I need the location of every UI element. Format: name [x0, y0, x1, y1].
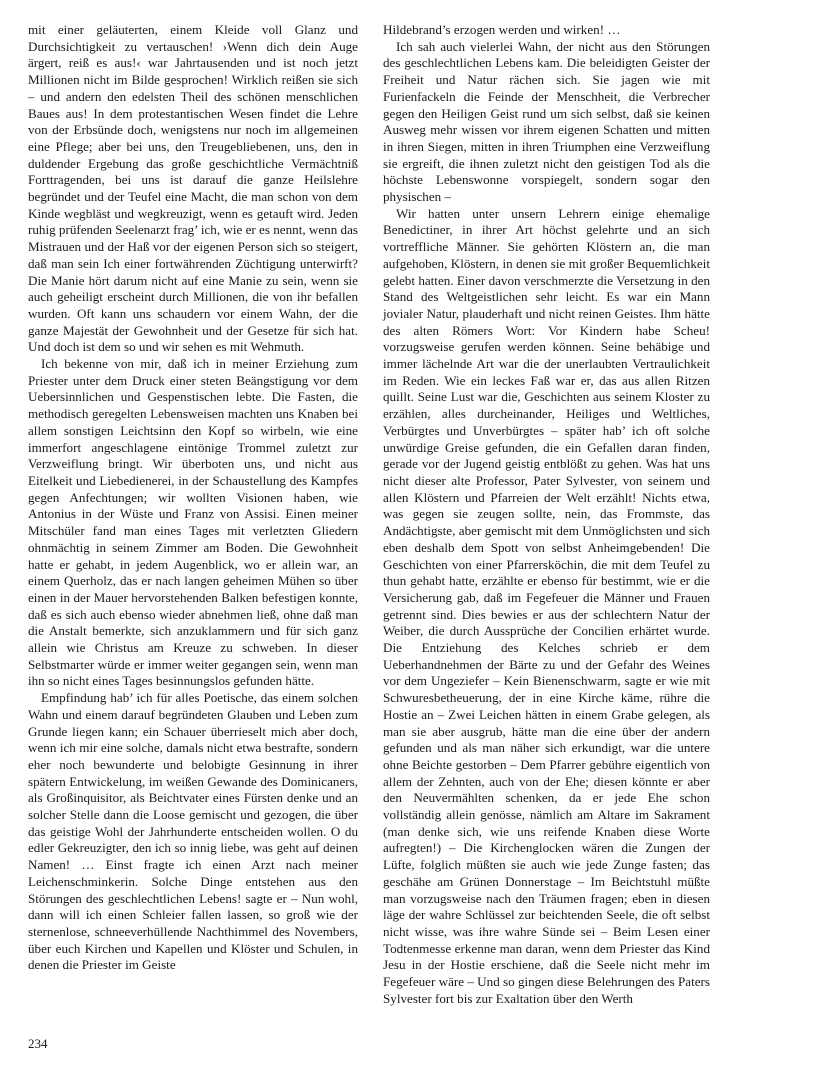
paragraph: mit einer geläuterten, einem Kleide voll Glanz und Durchsichtigkeit zu vertauschen! ›Wenn dich dein Auge ärgert, reiß es aus!‹ war Jahrtausenden und ist noch jetzt Millionen nicht im Bilde gesprochen! Wirklich reißen sie sich – und andern den edelsten Theil des schönen menschlichen Baues aus! In dem protestantischen Wesen findet die Lehre von der Erbsünde doch, wenigstens nur noch im allgemeinen eine Pflege; aber bei uns, den Treugebliebenen, uns, den in duldender Ergebung das große geschichtliche Vermächtniß Forttragenden, bei uns ist darauf die ganze Heilslehre begründet und der Teufel eine Macht, die man schon von dem Kinde wegbläst und wegkreuzigt, wenn es getauft wird. Jeden ruhig prüfenden Seelenarzt frag’ ich, wie er es nennt, wenn das Mistrauen und der Haß vor der eigenen Person sich so steigert, daß man sein Ich einer fortwährenden Züchtigung unterwirft? Die Manie hört darum nicht auf eine Manie zu sein, wenn sie auch geheiligt erscheint durch Millionen, die von ihr befallen wurden. Oft kann uns schaudern vor einem Wahn, der die ganze Majestät der Gewohnheit und der Gesetze für sich hat. Und doch ist dem so und wir sehen es mit Wehmuth.	[28, 22, 358, 355]
paragraph: Wir hatten unter unsern Lehrern einige ehemalige Benedictiner, in ihrer Art höchst gelehrte und an sich vortreffliche Männer. Sie gehörten Klöstern an, die man aufgehoben, Klöstern, in denen sie mit großer Bequemlichkeit gelebt hatten. Einer davon verschmerzte die Versetzung in den Stand des Weltgeistlichen sehr leicht. Es war ein Mann jovialer Natur, plauderhaft und nicht reinen Geistes. Ihm hätte des alten Römers Wort: Vor Kindern habe Scheu! vorzugsweise gerufen werden können. Seine behäbige und immer lächelnde Art war die der unerlaubten Vertraulichkeit im Reden. Wie ein leckes Faß war er, das aus allen Ritzen quillt. Seine Lust war die, Geschichten aus seinem Kloster zu erzählen, alles durcheinander, Heiliges und Weltliches, Verbürgtes und Unverbürgtes – später hab’ ich oft solche unwürdige Greise gefunden, die ein Gefallen daran finden, gerade vor der Jugend geistig entblößt zu gehen. Was hat uns nicht dieser alte Professor, Pater Sylvester, von seinem und allen Klöstern und Pfarreien der Welt erzählt! Nichts etwa, was gegen sie zeugen sollte, nein, das Frommste, das Andächtigste, aber gemischt mit dem Unmöglichsten und sich eben deshalb dem Spott von selbst Anheimgebenden! Die Geschichten von einer Pfarrersköchin, die mit dem Teufel zu thun gehabt hatte, erzählte er ebenso für bestimmt, wie er die Versicherung gab, daß im Fegefeuer die Männer und Frauen getrennt sind. Dies bewies er aus der schlechtern Natur der Weiber, die durch Aussprüche der Concilien erhärtet wurde. Die Entziehung des Kelches schrieb er dem Ueberhandnehmen der Bärte zu und der Gefahr des Weines vor dem Ungeziefer – Kein Bienenschwarm, sagte er wie mit Schwuresbetheuerung, der in eine Kirche käme, rühre die Hostie an – Zwei Leichen hätten in einem Grabe gelegen, als man sie aber ausgrub, hätte man die eine über der andern gefunden und als man näher sich erkundigt, war die untere ohne Beichte gestorben – Dem Pfarrer gebühre eigentlich von allem der Zehnten, auch von der Ehe; diesen könnte er aber den Neuvermählten schenken, da er jede Ehe schon vollständig allein genösse, nämlich am Altare im Sakrament (man denke sich, wie uns reifende Knaben diese Worte aufregten!) – Die Kirchenglocken wären die Zungen der Lüfte, folglich müßten sie auch wie jede Zunge fasten; das geschähe am Grünen Donnerstage – Im Beichtstuhl müßte man vorzugsweise nach den Träumen fragen; eben in diesen läge der wahre Schlüssel zur beichtenden Seele, die oft selbst nicht wisse, was ihre wahre Sünde sei – Beim Lesen einer Todtenmesse erkenne man daran, wenn dem Priester das Kind Jesu in der Hostie erschiene, daß die Seele nicht mehr im Fegefeuer wäre – Und so gingen diese Belehrungen des Paters Sylvester fort bis zur Exaltation über den Werth	[383, 205, 710, 1006]
paragraph: Ich bekenne von mir, daß ich in meiner Erziehung zum Priester unter dem Druck einer steten Beängstigung vor dem Uebersinnlichen und Gespenstischen lebte. Die Fasten, die methodisch geregelten Lebensweisen machten uns Knaben bei allem sonstigen Leichtsinn den Kopf so wirbeln, wie eine immerfort angeschlagene eintönige Trommel zuletzt zur Verzweiflung bringt. Wir überboten uns, und nicht aus Eitelkeit und Liebedienerei, in der Schaustellung des Kampfes gegen Anfechtungen; wir wollten Visionen haben, wie Antonius in der Wüste und Franz von Assisi. Einen meiner Mitschüler fand man eines Tages mit verletzten Gliedern ohnmächtig in seinem Zimmer am Boden. Die Gewohnheit hatte er gehabt, in jedem Augenblick, wo er allein war, an einem Querholz, das er nach langen geheimen Mühen so über einen in der Mauer hervorstehenden Balken befestigen konnte, daß es sich auch ebenso wieder abnehmen ließ, ohne daß man die Anstalt bemerkte, sich anzuklammern und für sich ganz allein wie Christus am Kreuze zu schweben. In dieser Selbstmarter würde er immer weiter gegangen sein, wenn man ihn so nicht eines Tages besinnungslos gefunden hätte.	[28, 356, 358, 689]
paragraph: Ich sah auch vielerlei Wahn, der nicht aus den Störungen des geschlechtlichen Lebens kam. Die beleidigten Geister der Freiheit und Natur rächen sich. Sie jagen wie mit Furienfackeln die Feinde der Menschheit, die Verbrecher gegen den Heiligen Geist rund um sich selbst, daß sie keinen Ausweg mehr wissen vor ihrem eigenen Schatten und mitten in ihren Siegen, mitten in ihren Triumphen eine Verzweiflung sie ergreift, die ihnen zuletzt nicht den geistigen Tod als die höchste Lebenswonne vorspiegelt, sondern sogar den physischen –	[383, 38, 710, 205]
paragraph: Empfindung hab’ ich für alles Poetische, das einem solchen Wahn und einem darauf begründeten Glauben und Leben zum Grunde liegen kann; ein Schauer überrieselt mich aber doch, wenn ich mir eine solche, damals nicht etwa bestrafte, sondern eher noch bewunderte und belobigte Gesinnung in ihrer spätern Entwickelung, im weißen Gewande des Dominicaners, als Großinquisitor, als Beichtvater eines Fürsten denke und an solcher Stelle dann die Loose gemischt und gezogen, die über das geistige Wohl der Jahrhunderte entscheiden wollen. O du edler Gekreuzigter, den ich so innig liebe, was geht auf deinen Namen! … Einst fragte ich einen Arzt nach meiner Leichenschminkerin. Solche Dinge entstehen aus den Störungen des geschlechtlichen Lebens! sagte er – Nun wohl, dann will ich einen Schleier fallen lassen, so groß wie der sternenlose, schneeverhüllende Nachthimmel des Novembers, über euch Kirchen und Kapellen und Klöster und Schulen, in denen die Priester im Geiste	[28, 690, 358, 973]
paragraph: Hildebrand’s erzogen werden und wirken! …	[383, 22, 621, 37]
left-text-column	[28, 22, 358, 974]
page-number: 234	[28, 1036, 48, 1051]
right-text-column	[383, 22, 710, 1007]
